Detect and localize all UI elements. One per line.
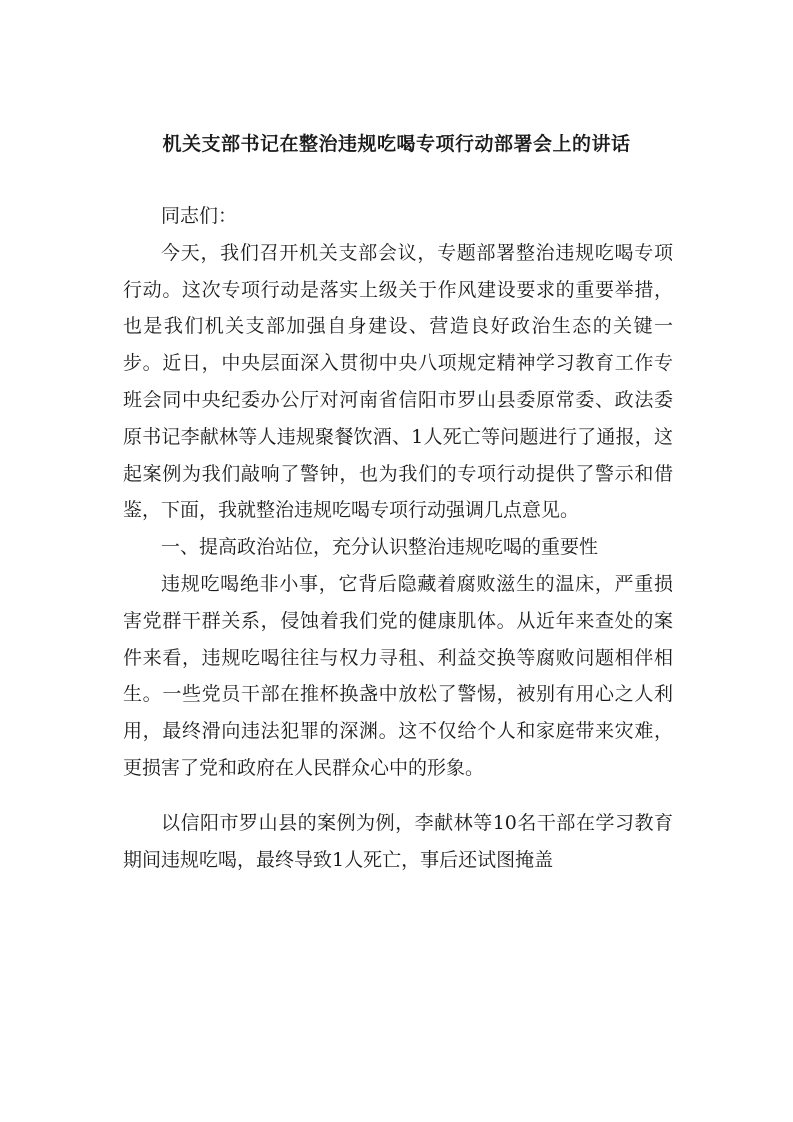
section-heading-1: 一、提高政治站位，充分认识整治违规吃喝的重要性 bbox=[161, 536, 599, 559]
document-body bbox=[123, 198, 673, 878]
paragraph-intro: 今天，我们召开机关支部会议，专题部署整治违规吃喝专项行动。这次专项行动是落实上级关于作风建设要求的重要举措，也是我们机关支部加强自身建设、营造良好政治生态的关键一步。近日，中央层面深入贯彻中央八项规定精神学习教育工作专班会同中央纪委办公厅对河南省信阳市罗山县委原常委、政法委原书记李献林等人违规聚餐饮酒、1人死亡等问题进行了通报，这起案例为我们敲响了警钟，也为我们的专项行动提供了警示和借鉴，下面，我就整治违规吃喝专项行动强调几点意见。 bbox=[123, 241, 673, 522]
paragraph-case-example: 以信阳市罗山县的案例为例，李献林等10名干部在学习教育期间违规吃喝，最终导致1人死亡，事后还试图掩盖 bbox=[123, 811, 673, 871]
paragraph-section-1: 违规吃喝绝非小事，它背后隐藏着腐败滋生的温床，严重损害党群干群关系，侵蚀着我们党的健康肌体。从近年来查处的案件来看，违规吃喝往往与权力寻租、利益交换等腐败问题相伴相生。一些党员干部在推杯换盏中放松了警惕，被别有用心之人利用，最终滑向违法犯罪的深渊。这不仅给个人和家庭带来灾难，更损害了党和政府在人民群众心中的形象。 bbox=[123, 572, 673, 779]
document-title: 机关支部书记在整治违规吃喝专项行动部署会上的讲话 bbox=[162, 133, 631, 155]
salutation: 同志们： bbox=[161, 205, 238, 227]
